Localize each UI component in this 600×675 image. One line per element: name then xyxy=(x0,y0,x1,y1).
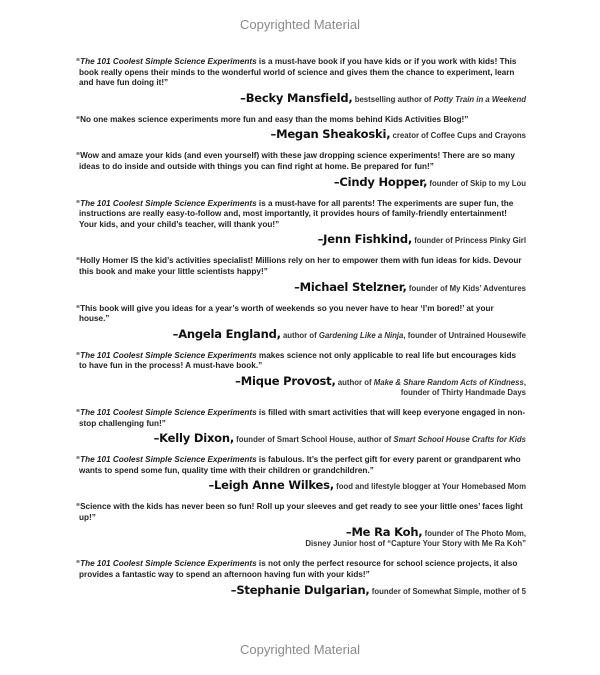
testimonials-list xyxy=(76,57,526,607)
endorser-role: author of xyxy=(280,330,319,340)
testimonial xyxy=(76,502,526,559)
open-quote: “ xyxy=(76,151,81,161)
book-title: The 101 Coolest Simple Science Experiments xyxy=(80,455,257,465)
quote-text: is filled with smart activities that will keep everyone engaged in non-stop challenging fun!” xyxy=(79,407,526,428)
spacer xyxy=(76,294,526,304)
testimonial-attribution xyxy=(76,234,526,246)
book-title: The 101 Coolest Simple Science Experiments xyxy=(80,198,257,208)
endorser-name: –Becky Mansfield, xyxy=(240,90,353,105)
open-quote: “ xyxy=(76,256,81,266)
testimonial-attribution xyxy=(76,279,526,294)
endorser-role-line2: Disney Junior host of “Capture Your Story with Me Ra Koh” xyxy=(305,539,526,549)
spacer xyxy=(76,341,526,351)
testimonial xyxy=(76,115,526,152)
copyright-watermark-top: Copyrighted Material xyxy=(240,17,360,32)
testimonial-quote xyxy=(76,502,526,523)
quote-text: makes science not only applicable to real life but encourages kids to have fun in the process! A must-have book.” xyxy=(79,350,517,371)
spacer xyxy=(76,105,526,115)
endorser-name: –Stephanie Dulgarian, xyxy=(230,582,370,597)
testimonial xyxy=(76,304,526,351)
copyright-watermark-bottom: Copyrighted Material xyxy=(240,642,360,657)
open-quote: “ xyxy=(76,407,81,417)
testimonial-quote xyxy=(76,57,526,89)
endorser-book: Gardening Like a Ninja xyxy=(318,330,404,340)
quote-text: Wow and amaze your kids (and even yourself) with these jaw dropping science experiments! There are so many ideas to do inside and outside with things you can find right at home. Be prepared for fun!” xyxy=(79,151,515,171)
endorser-name: –Leigh Anne Wilkes, xyxy=(208,478,334,493)
endorser-name: –Michael Stelzner, xyxy=(294,279,407,294)
endorser-role: founder of Skip to my Lou xyxy=(427,178,526,188)
testimonial-quote xyxy=(76,455,526,476)
endorser-role: founder of Somewhat Simple, mother of 5 xyxy=(369,586,526,596)
testimonial-attribution xyxy=(76,582,526,597)
endorser-name: –Cindy Hopper, xyxy=(333,174,428,189)
spacer xyxy=(76,189,526,199)
open-quote: “ xyxy=(76,350,81,360)
testimonial-quote xyxy=(76,114,526,126)
endorser-book: Potty Train in a Weekend xyxy=(433,94,526,104)
quote-text: is a must-have for all parents! The experiments are super fun, the instructions are really easy-to-follow and, most importantly, it provides hours of family-friendly entertainment! Your kids, and your child’s teacher, will thank you!” xyxy=(79,198,514,229)
book-title: The 101 Coolest Simple Science Experiments xyxy=(80,57,257,66)
testimonial-attribution xyxy=(76,527,526,549)
quote-text: This book will give you ideas for a year’s worth of weekends so you never have to hear ‘I’m bored!’ at your house.” xyxy=(79,303,494,324)
endorser-role: founder of Princess Pinky Girl xyxy=(412,236,526,246)
spacer xyxy=(76,445,526,455)
endorser-book: Make & Share Random Acts of Kindness xyxy=(373,377,524,387)
testimonial-quote xyxy=(76,256,526,277)
endorser-name: –Kelly Dixon, xyxy=(153,431,235,446)
testimonial-quote xyxy=(76,198,526,231)
testimonial-attribution xyxy=(76,433,526,445)
book-title: The 101 Coolest Simple Science Experiments xyxy=(80,407,257,417)
testimonial-quote xyxy=(76,407,526,429)
endorser-book: Smart School House Crafts for Kids xyxy=(393,435,526,445)
spacer xyxy=(76,492,526,502)
testimonial-attribution xyxy=(76,129,526,141)
quote-text: is not only the perfect resource for school science projects, it also provides a fantastic way to spend an afternoon having fun with your kids!” xyxy=(79,559,518,580)
endorser-role-line2: founder of Thirty Handmade Days xyxy=(400,387,526,397)
testimonial xyxy=(76,559,526,606)
endorser-role: bestselling author of xyxy=(352,94,434,104)
testimonial-attribution xyxy=(76,90,526,105)
testimonial-quote xyxy=(76,559,526,580)
spacer xyxy=(76,246,526,256)
endorser-role-after: , xyxy=(523,377,526,387)
testimonial-quote xyxy=(76,303,526,325)
testimonial xyxy=(76,256,526,303)
endorser-name: –Me Ra Koh, xyxy=(345,525,423,540)
testimonial xyxy=(76,199,526,257)
testimonial-attribution xyxy=(76,174,526,189)
testimonial-attribution xyxy=(76,373,526,398)
endorser-role: founder of Smart School House, author of xyxy=(234,435,394,445)
quote-text: No one makes science experiments more fun and easy than the moms behind Kids Activities Blog!” xyxy=(80,114,469,124)
open-quote: “ xyxy=(76,57,81,66)
quote-text: is fabulous. It’s the perfect gift for every parent or grandparent who wants to spend some fun, quality time with their children or grandchildren.” xyxy=(79,455,521,475)
open-quote: “ xyxy=(76,455,81,465)
endorser-role-after: , founder of Untrained Housewife xyxy=(403,330,526,340)
testimonial-quote xyxy=(76,350,526,372)
open-quote: “ xyxy=(76,114,81,124)
open-quote: “ xyxy=(76,303,81,313)
testimonial-attribution xyxy=(76,326,526,341)
endorser-name: –Angela England, xyxy=(172,326,281,341)
spacer xyxy=(76,597,526,607)
testimonial-quote xyxy=(76,151,526,172)
endorser-role: founder of The Photo Mom, xyxy=(422,529,526,539)
testimonial-attribution xyxy=(76,480,526,492)
book-title: The 101 Coolest Simple Science Experiments xyxy=(80,559,257,569)
open-quote: “ xyxy=(76,502,81,512)
endorser-role: founder of My Kids’ Adventures xyxy=(406,283,526,293)
testimonial xyxy=(76,351,526,408)
quote-text: Holly Homer IS the kid’s activities specialist! Millions rely on her to empower them with fun ideas for kids. Devour this book and make your little scientists happy!” xyxy=(79,256,522,276)
spacer xyxy=(76,398,526,408)
open-quote: “ xyxy=(76,198,81,208)
spacer xyxy=(76,141,526,151)
testimonial xyxy=(76,151,526,198)
endorser-role: creator of Coffee Cups and Crayons xyxy=(390,131,526,141)
testimonial xyxy=(76,408,526,455)
testimonial xyxy=(76,57,526,115)
book-title: The 101 Coolest Simple Science Experiments xyxy=(80,350,257,360)
endorser-role: author of xyxy=(335,377,374,387)
testimonial xyxy=(76,455,526,502)
endorser-name: –Jenn Fishkind, xyxy=(317,232,413,247)
spacer xyxy=(76,549,526,559)
endorser-name: –Mique Provost, xyxy=(235,373,336,388)
quote-text: is a must-have book if you have kids or if you work with kids! This book really opens their minds to the wonderful world of science and gives them the chance to experiment, learn and have fun doing it!” xyxy=(79,57,517,88)
quote-text: Science with the kids has never been so fun! Roll up your sleeves and get ready to see your little ones’ faces light up!” xyxy=(79,502,523,522)
endorser-role: food and lifestyle blogger at Your Homebased Mom xyxy=(333,482,526,492)
open-quote: “ xyxy=(76,559,81,569)
endorser-name: –Megan Sheakoski, xyxy=(270,127,391,142)
